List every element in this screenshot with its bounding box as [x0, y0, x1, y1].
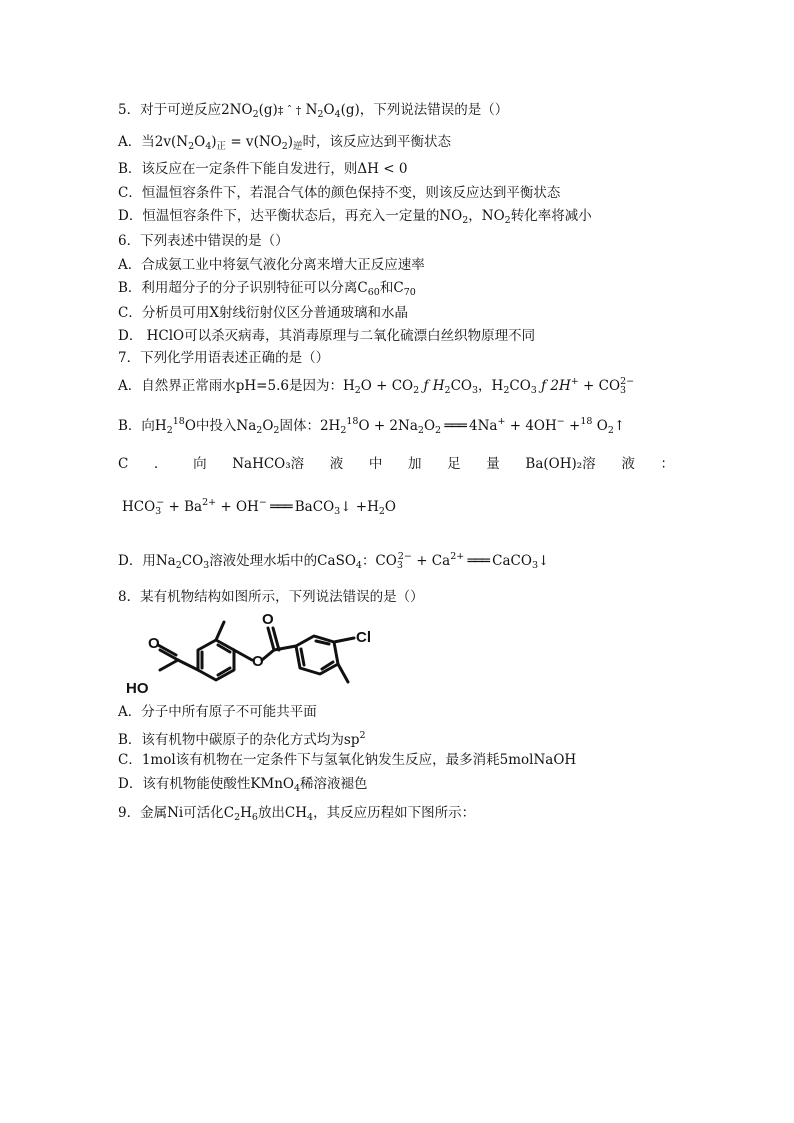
q8-option-d: D．该有机物能使酸性KMnO$_4$稀溶液褪色: [118, 776, 368, 794]
q5-option-c: C．恒温恒容条件下，若混合气体的颜色保持不变，则该反应达到平衡状态: [118, 185, 561, 201]
q6-option-a: A．合成氨工业中将氨气液化分离来增大正反应速率: [118, 257, 425, 273]
q8-option-a: A．分子中所有原子不可能共平面: [118, 704, 317, 720]
ester-oxygen-label: O: [252, 653, 264, 670]
carboxyl-oxygen-label: O: [148, 635, 160, 652]
q6-stem: 6．下列表述中错误的是（）: [118, 233, 289, 249]
molecular-structure-diagram: [118, 608, 398, 700]
q7-option-c-line2: $HCO_3^- + Ba^{2+} + OH^-$ ═══ BaCO$_3$↓ $+H_2O$: [122, 497, 396, 517]
q5-option-d: D．恒温恒容条件下，达平衡状态后，再充入一定量的$NO_2$，$NO_2$转化率将减小: [118, 208, 592, 226]
q5-stem: 5．对于可逆反应$2NO_2(g)\ddagger$ ˆ † $N_2O_4(g)$，下列说法错误的是（）: [118, 102, 509, 120]
carbonyl-oxygen-label: O: [262, 611, 274, 628]
q7-option-a: A．自然界正常雨水pH=5.6是因为：$H_2O + CO_2$ ƒ $H_2CO_3$，$H_2CO_3$ ƒ $2H^+ + CO_3^{2-}$: [118, 376, 635, 396]
chlorine-label: Cl: [356, 629, 371, 646]
q8-option-b: B．该有机物中碳原子的杂化方式均为$sp^2$: [118, 730, 366, 748]
q7-option-c-line1: C ． 向 NaHCO₃溶 液 中 加 足 量 Ba(OH)₂溶 液 ：: [118, 456, 674, 472]
q9-stem: 9．金属Ni可活化$C_2H_6$放出$CH_4$，其反应历程如下图所示：: [118, 805, 476, 823]
structure-bonds: [158, 622, 354, 682]
q7-option-d: D．用$Na_2CO_3$溶液处理水垢中的CaSO$_4$：$CO_3^{2-} + Ca^{2+}$ ═══ CaCO$_3$↓: [118, 551, 550, 571]
equilibrium-arrows: ‡ ˆ †: [277, 104, 302, 117]
q5-option-b: B．该反应在一定条件下能自发进行，则ΔH < 0: [118, 161, 408, 177]
q5-option-a: A．当$2v(N_2O_4)_正 = v(NO_2)_逆$时，该反应达到平衡状态: [118, 134, 452, 152]
q7-stem: 7．下列化学用语表述正确的是（）: [118, 350, 330, 366]
q6-option-b: B．利用超分子的分子识别特征可以分离$C_{60}$和$C_{70}$: [118, 280, 416, 298]
q7-option-b: B．向$H_2^{18}O$中投入$Na_2O_2$固体：$2H_2^{18}O + 2Na_2O_2$ ═══ 4Na+ + 4OH− +$^{18}$ $O_2↑$: [118, 416, 626, 436]
hydroxyl-label: HO: [126, 680, 149, 697]
q8-option-c: C．1mol该有机物在一定条件下与氢氧化钠发生反应，最多消耗5molNaOH: [118, 752, 577, 768]
q8-stem: 8．某有机物结构如图所示，下列说法错误的是（）: [118, 589, 424, 605]
q6-option-d: D． HClO可以杀灭病毒，其消毒原理与二氧化硫漂白丝织物原理不同: [118, 328, 536, 344]
q6-option-c: C．分析员可用X射线衍射仪区分普通玻璃和水晶: [118, 305, 408, 321]
